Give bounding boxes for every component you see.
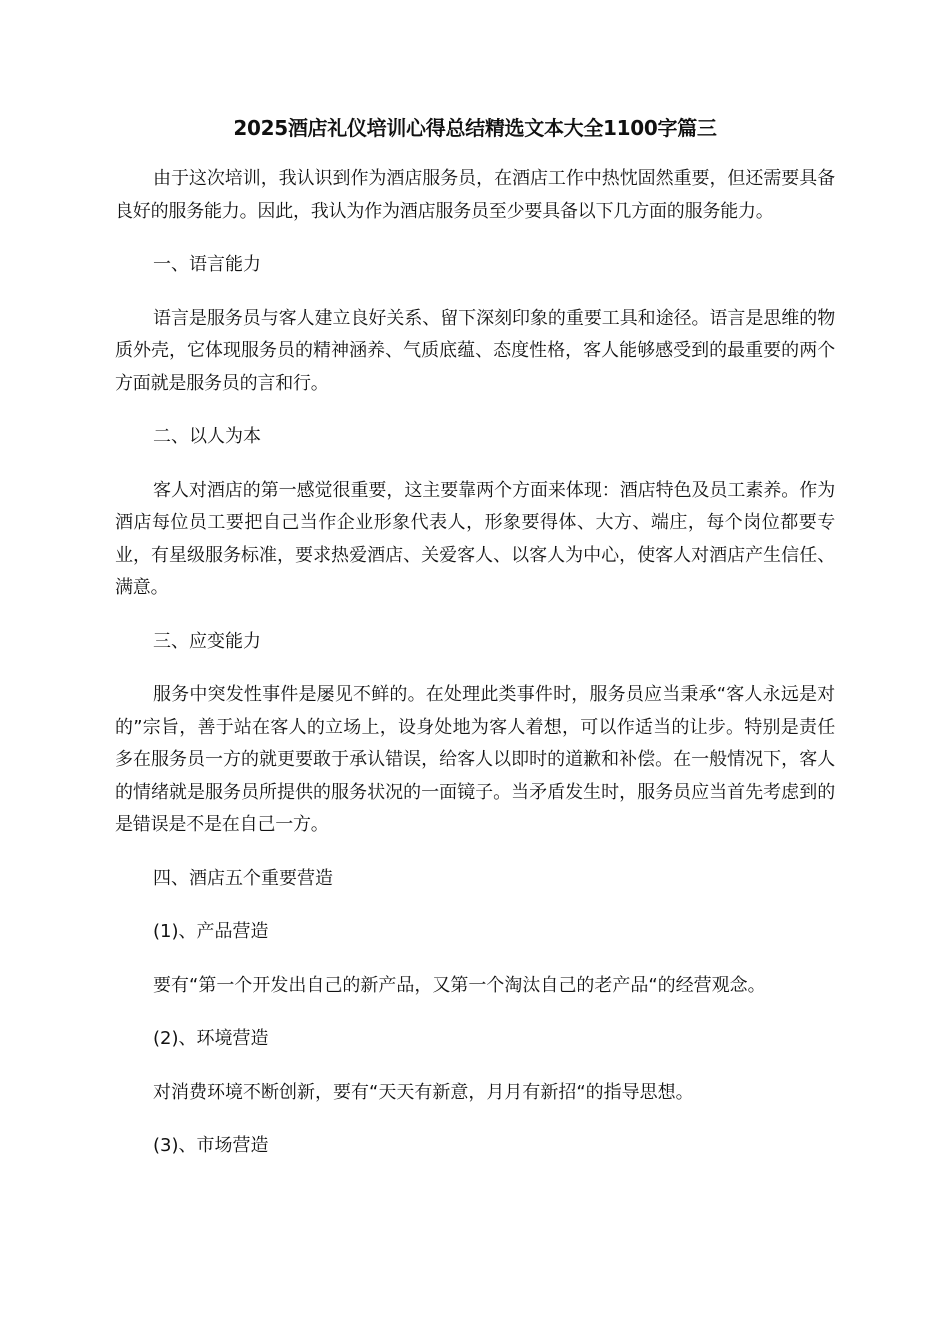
document-title: 2025酒店礼仪培训心得总结精选文本大全1100字篇三	[233, 116, 717, 140]
product-paragraph: 要有“第一个开发出自己的新产品，又第一个淘汰自己的老产品“的经营观念。	[153, 974, 766, 996]
section-heading-adaptability: 三、应变能力	[153, 630, 261, 652]
section-heading-people: 二、以人为本	[153, 426, 261, 447]
section-heading-language: 一、语言能力	[153, 254, 261, 275]
people-paragraph: 客人对酒店的第一感觉很重要，这主要靠两个方面来体现：酒店特色及员工素养。作为酒店每位员工要把自己当作企业形象代表人，形象要得体、大方、端庄，每个岗位都要专业，有星级服务标准，要求热爱酒店、关爱客人、以客人为中心，使客人对酒店产生信任、满意。	[115, 479, 835, 598]
subheading-market: (3)、市场营造	[153, 1135, 269, 1156]
environment-paragraph: 对消费环境不断创新，要有“天天有新意，月月有新招“的指导思想。	[153, 1081, 694, 1103]
intro-paragraph: 由于这次培训，我认识到作为酒店服务员，在酒店工作中热忱固然重要，但还需要具备良好的服务能力。因此，我认为作为酒店服务员至少要具备以下几方面的服务能力。	[115, 168, 835, 222]
subheading-product: (1)、产品营造	[153, 921, 269, 942]
language-paragraph: 语言是服务员与客人建立良好关系、留下深刻印象的重要工具和途径。语言是思维的物质外壳，它体现服务员的精神涵养、气质底蕴、态度性格，客人能够感受到的最重要的两个方面就是服务员的言和行。	[115, 307, 835, 394]
adaptability-paragraph: 服务中突发性事件是屡见不鲜的。在处理此类事件时，服务员应当秉承“客人永远是对的”宗旨，善于站在客人的立场上，设身处地为客人着想，可以作适当的让步。特别是责任多在服务员一方的就更要敢于承认错误，给客人以即时的道歉和补偿。在一般情况下，客人的情绪就是服务员所提供的服务状况的一面镜子。当矛盾发生时，服务员应当首先考虑到的是错误是不是在自己一方。	[115, 684, 835, 835]
subheading-environment: (2)、环境营造	[153, 1028, 269, 1049]
section-heading-five-creations: 四、酒店五个重要营造	[153, 867, 333, 889]
